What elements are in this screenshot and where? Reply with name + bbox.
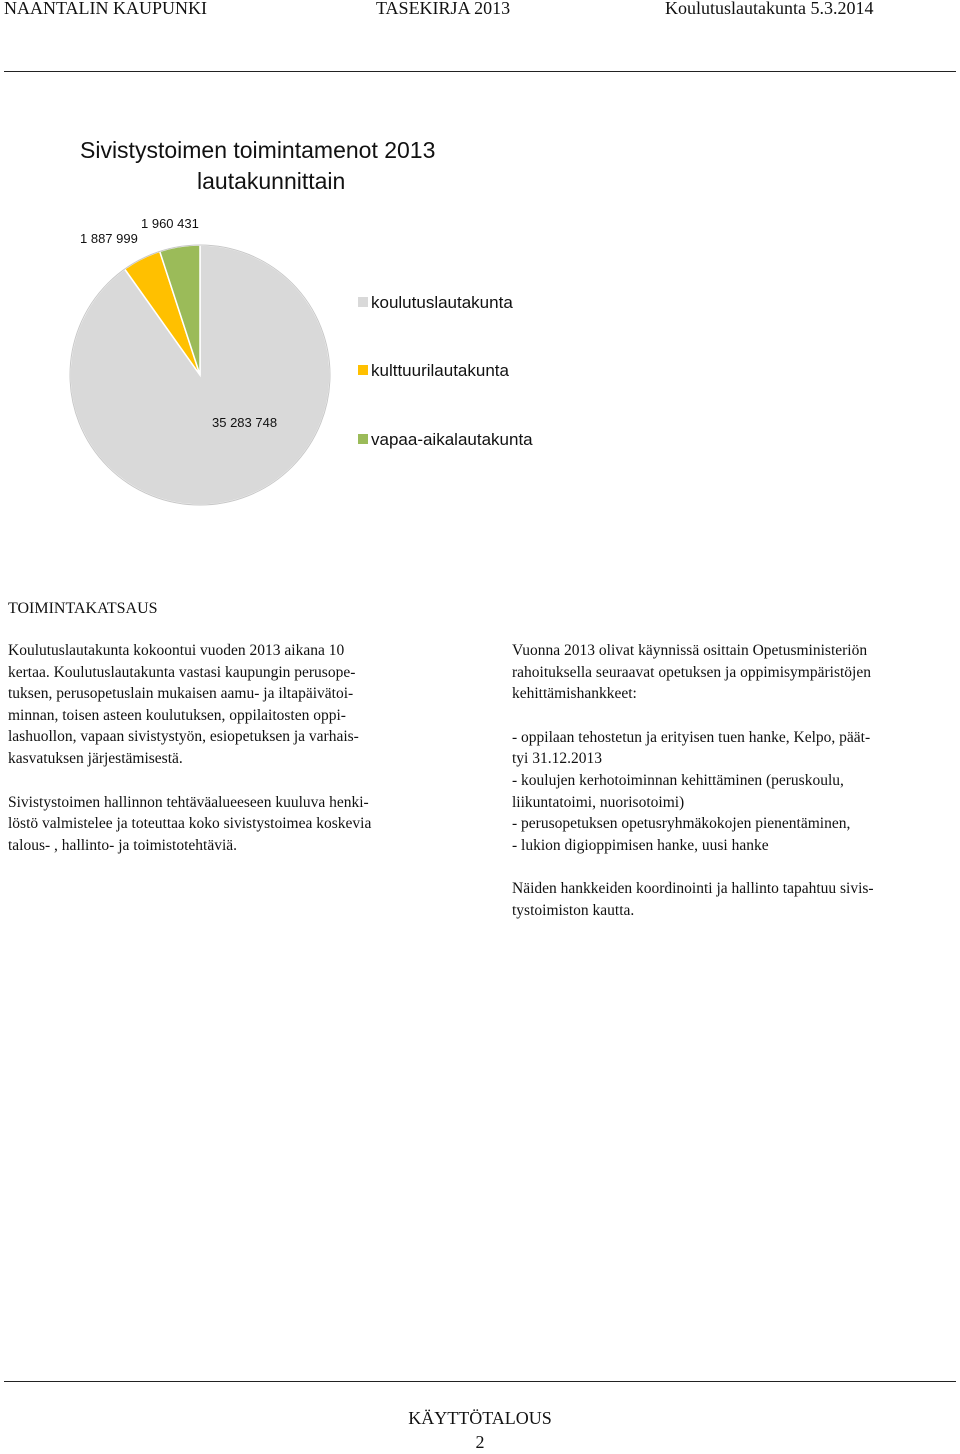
footer-title: KÄYTTÖTALOUS (408, 1408, 552, 1428)
left-column (8, 640, 468, 856)
page-number: 2 (475, 1432, 485, 1452)
legend-swatch-vapaa-aikalautakunta (358, 434, 368, 444)
legend-label-kulttuurilautakunta: kulttuurilautakunta (371, 361, 509, 380)
data-label-vapaa-aikalautakunta: 1 960 431 (141, 216, 199, 231)
header-city: NAANTALIN KAUPUNKI (4, 0, 208, 18)
pie-chart (60, 125, 620, 525)
header-section: Koulutuslautakunta 5.3.2014 (665, 0, 874, 18)
chart-title-line2: lautakunnittain (197, 168, 346, 194)
right-paragraph-2: Näiden hankkeiden koordinointi ja hallinto tapahtuu sivis- tystoimiston kautta. (512, 880, 874, 919)
legend-label-koulutuslautakunta: koulutuslautakunta (371, 293, 513, 312)
pie-chart-svg (60, 125, 620, 525)
right-paragraph-1: Vuonna 2013 olivat käynnissä osittain Opetusministeriön rahoituksella seuraavat opetuksen ja oppimisympäristöjen kehittämishankkeet: (512, 642, 871, 703)
section-heading: TOIMINTAKATSAUS (8, 600, 158, 617)
chart-title-line1: Sivistystoimen toimintamenot 2013 (80, 137, 436, 163)
left-paragraph-2: Sivistystoimen hallinnon tehtäväalueeseen kuuluva henki- löstö valmistelee ja toteuttaa koko sivistystoimea koskevia talous- , hallinto- ja toimistotehtäviä. (8, 793, 372, 854)
data-label-kulttuurilautakunta: 1 887 999 (80, 231, 138, 246)
legend-swatch-koulutuslautakunta (358, 297, 368, 307)
data-label-koulutuslautakunta: 35 283 748 (212, 415, 278, 430)
left-paragraph-1: Koulutuslautakunta kokoontui vuoden 2013 aikana 10 kertaa. Koulutuslautakunta vastasi kaupungin perusope- tuksen, perusopetuslain mukaisen aamu- ja iltapäivätoi- minnan, toisen asteen koulutuksen, oppilaitosten oppi- lashuollon, vapaan sivistystyön, esiopetuksen ja varhais- kasvatuksen järjestämisestä. (8, 642, 359, 767)
header-rule (4, 71, 956, 72)
legend-swatch-kulttuurilautakunta (358, 365, 368, 375)
footer-rule (4, 1381, 956, 1382)
page-header (0, 0, 960, 20)
right-column (512, 640, 952, 922)
legend-label-vapaa-aikalautakunta: vapaa-aikalautakunta (371, 430, 533, 449)
header-document: TASEKIRJA 2013 (376, 0, 511, 18)
right-project-list: - oppilaan tehostetun ja erityisen tuen hanke, Kelpo, päät- tyi 31.12.2013 - koulujen kerhotoiminnan kehittäminen (peruskoulu, liikuntatoimi, nuorisotoimi) - perusopetuksen opetusryhmäkokojen pienentäminen, - lukion digioppimisen hanke, uusi hanke (512, 728, 871, 854)
